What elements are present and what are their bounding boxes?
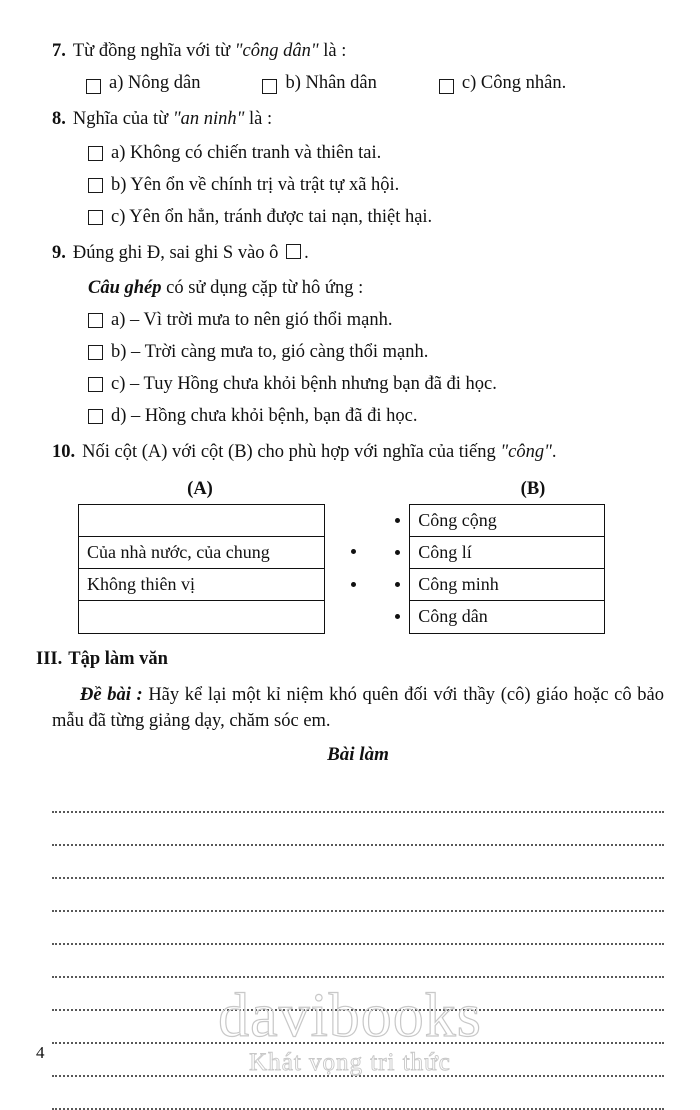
answer-line[interactable]: [52, 846, 664, 879]
question-7-number: 7.: [52, 41, 66, 61]
matching-header-b: (B): [520, 478, 546, 499]
matching-cell-a2[interactable]: Của nhà nước, của chung: [79, 537, 324, 569]
answer-line[interactable]: [52, 813, 664, 846]
answer-line[interactable]: [52, 1044, 664, 1077]
question-8-option-a-label: a) Không có chiến tranh và thiên tai.: [111, 142, 382, 163]
spacer: [348, 479, 418, 500]
question-10: [52, 440, 664, 465]
answer-line[interactable]: [52, 1011, 664, 1044]
matching-cell-b3[interactable]: Công minh: [410, 569, 604, 601]
answer-line[interactable]: [52, 945, 664, 978]
question-7-option-c[interactable]: [439, 73, 566, 94]
question-9-text-before: Đúng ghi Đ, sai ghi S vào ô: [72, 242, 284, 263]
question-10-text: [82, 440, 664, 465]
matching-column-b-wrap: [409, 504, 664, 634]
question-9: [52, 241, 664, 266]
checkbox-icon[interactable]: [86, 79, 101, 94]
matching-column-a: [78, 504, 325, 634]
matching-headers: [52, 479, 664, 500]
matching-cell-a1[interactable]: [79, 505, 324, 537]
question-8-number: 8.: [52, 108, 66, 129]
question-7-option-c-label: c) Công nhân.: [461, 72, 567, 93]
question-7-text-after: là :: [318, 41, 347, 61]
matching-cell-b1[interactable]: Công cộng: [410, 505, 604, 537]
connector-dot-icon[interactable]: [351, 582, 356, 587]
checkbox-icon[interactable]: [88, 210, 103, 225]
checkbox-icon[interactable]: [88, 409, 103, 424]
checkbox-icon[interactable]: [262, 79, 277, 94]
question-7-text-before: Từ đồng nghĩa với từ: [72, 41, 235, 61]
question-9-text: [73, 241, 664, 266]
matching-cell-b4[interactable]: Công dân: [418, 605, 488, 626]
matching-cell-a3[interactable]: Không thiên vị: [79, 569, 324, 601]
matching-column-b: [409, 504, 605, 634]
question-9-number: 9.: [52, 242, 66, 263]
question-8-text: [73, 107, 664, 132]
matching-body: [52, 504, 664, 634]
question-10-quoted: "công": [500, 441, 552, 462]
question-7-option-a[interactable]: [86, 73, 200, 94]
checkbox-icon[interactable]: [88, 146, 103, 161]
checkbox-icon[interactable]: [286, 244, 301, 259]
page-number: 4: [36, 1043, 45, 1062]
watermark-subtitle: Khát vọng tri thức: [249, 1049, 451, 1076]
matching-exercise: [52, 479, 664, 643]
question-9-option-b[interactable]: [88, 342, 664, 363]
question-8-option-a[interactable]: [88, 143, 664, 164]
answer-line[interactable]: [52, 879, 664, 912]
checkbox-icon[interactable]: [88, 377, 103, 392]
matching-header-a: (A): [187, 478, 213, 499]
answer-line[interactable]: [52, 912, 664, 945]
question-9-option-a[interactable]: [88, 310, 664, 331]
watermark-title: davibooks: [218, 982, 482, 1050]
checkbox-icon[interactable]: [88, 313, 103, 328]
question-9-option-c[interactable]: [88, 374, 664, 395]
essay-prompt-text: Hãy kể lại một kỉ niệm khó quên đối với thầy (cô) giáo hoặc cô bảo mẫu đã từng giảng dạy, chăm sóc em.: [52, 684, 665, 732]
question-9-option-b-label: b) – Trời càng mưa to, gió càng thổi mạnh.: [111, 341, 429, 362]
question-8: [52, 107, 664, 132]
question-7-quoted: "công dân": [234, 41, 319, 61]
question-10-number: 10.: [52, 441, 76, 462]
question-7-option-b[interactable]: [262, 73, 376, 94]
question-9-subtitle: [88, 278, 664, 299]
question-9-option-d-label: d) – Hồng chưa khỏi bệnh, bạn đã đi học.: [111, 405, 418, 426]
question-7-option-b-label: b) Nhân dân: [285, 72, 377, 93]
section-roman: III.: [36, 648, 63, 669]
question-7: [52, 39, 664, 64]
matching-cell-b2[interactable]: Công lí: [410, 537, 604, 569]
question-9-option-c-label: c) – Tuy Hồng chưa khỏi bệnh nhưng bạn đã đi học.: [111, 373, 497, 394]
question-8-quoted: "an ninh": [172, 108, 245, 129]
section-heading: [36, 649, 664, 670]
answer-line[interactable]: [52, 978, 664, 1011]
question-9-text-after: .: [304, 242, 309, 263]
question-8-option-c-label: c) Yên ổn hẳn, tránh được tai nạn, thiệt hại.: [111, 206, 433, 227]
question-7-text: [73, 39, 664, 64]
question-9-option-d[interactable]: [88, 406, 664, 427]
bailam-heading: Bài làm: [327, 744, 389, 766]
essay-prompt: [52, 682, 664, 735]
checkbox-icon[interactable]: [88, 178, 103, 193]
connector-dot-icon[interactable]: [351, 549, 356, 554]
question-10-text-before: Nối cột (A) với cột (B) cho phù hợp với nghĩa của tiếng: [82, 441, 501, 462]
question-8-text-after: là :: [244, 108, 273, 129]
question-9-subtitle-rest: có sử dụng cặp từ hô ứng :: [161, 277, 364, 298]
question-9-option-a-label: a) – Vì trời mưa to nên gió thổi mạnh.: [111, 309, 393, 330]
question-7-options: [86, 73, 664, 94]
checkbox-icon[interactable]: [88, 345, 103, 360]
question-9-subtitle-term: Câu ghép: [88, 277, 162, 298]
answer-line[interactable]: [52, 780, 664, 813]
matching-cell-a4[interactable]: [79, 601, 324, 633]
question-7-option-a-label: a) Nông dân: [109, 72, 201, 93]
section-title: Tập làm văn: [68, 648, 168, 669]
answer-line[interactable]: [52, 1077, 664, 1110]
question-8-option-b[interactable]: [88, 175, 664, 196]
question-10-text-after: .: [551, 441, 557, 462]
question-8-text-before: Nghĩa của từ: [72, 108, 173, 129]
answer-lines: [52, 780, 664, 1110]
question-8-option-c[interactable]: [88, 207, 664, 228]
essay-prompt-lead: Đề bài :: [80, 684, 143, 705]
checkbox-icon[interactable]: [439, 79, 454, 94]
question-8-option-b-label: b) Yên ổn về chính trị và trật tự xã hội.: [111, 174, 400, 195]
